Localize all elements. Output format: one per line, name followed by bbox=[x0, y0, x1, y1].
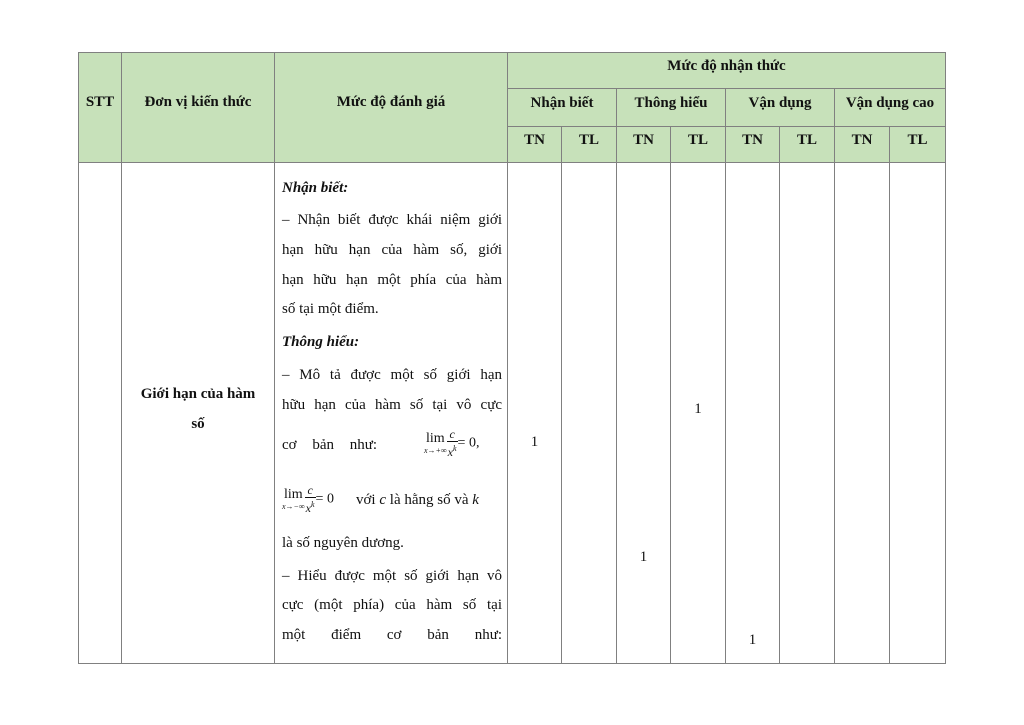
col-border-right bbox=[945, 52, 946, 664]
header-divider-2 bbox=[508, 126, 946, 127]
header-sub-tl: TL bbox=[907, 132, 928, 148]
recognize-line: hạn hữu hạn một phía của hàm bbox=[282, 272, 502, 288]
col-border-g2 bbox=[725, 88, 726, 664]
recognize-line: hạn hữu hạn của hàm số, giới bbox=[282, 242, 502, 258]
count-thong-hieu-tl: 1 bbox=[694, 401, 702, 417]
understand-heading: Thông hiểu: bbox=[282, 334, 360, 350]
limit-operator: lim x→+∞ bbox=[424, 431, 447, 455]
understand-line: – Hiểu được một số giới hạn vô bbox=[282, 568, 502, 584]
col-border-s1 bbox=[561, 126, 562, 664]
understand-line: hữu hạn của hàm số tại vô cực bbox=[282, 397, 502, 413]
unit-name-line2: số bbox=[191, 416, 205, 432]
header-group-van-dung-cao: Vận dụng cao bbox=[845, 95, 935, 111]
header-sub-tl: TL bbox=[578, 132, 599, 148]
understand-line-prefix bbox=[282, 438, 377, 453]
understand-line: một điểm cơ bản như: bbox=[282, 627, 502, 643]
header-sub-tn: TN bbox=[851, 132, 873, 148]
header-sub-tn: TN bbox=[633, 132, 654, 148]
header-sub-tn: TN bbox=[742, 132, 763, 148]
header-sub-tl: TL bbox=[796, 132, 817, 148]
count-thong-hieu-tn: 1 bbox=[639, 549, 648, 565]
formula-2-trailing-text: với c là hằng số và k bbox=[356, 492, 479, 508]
header-cognitive-level: Mức độ nhận thức bbox=[667, 58, 786, 74]
header-group-nhan-biet: Nhận biết bbox=[530, 95, 594, 111]
count-van-dung-tn: 1 bbox=[748, 632, 757, 648]
col-border-g3 bbox=[834, 88, 835, 664]
header-group-van-dung: Vận dụng bbox=[748, 95, 812, 111]
fraction: $\frac{c}{x^k}$ bbox=[305, 483, 315, 515]
col-border-unit bbox=[274, 52, 275, 664]
unit-name-line1: Giới hạn của hàm bbox=[140, 386, 256, 402]
header-stt: STT bbox=[85, 94, 115, 110]
fraction: $\frac{c}{x^k}$ bbox=[447, 427, 457, 459]
col-border-g1 bbox=[616, 88, 617, 664]
understand-line: cực (một phía) của hàm số tại bbox=[282, 597, 502, 613]
understand-line-text: cơ bản như: bbox=[282, 437, 377, 453]
header-sub-tn: TN bbox=[524, 132, 545, 148]
recognize-line: – Nhận biết được khái niệm giới bbox=[282, 212, 502, 228]
header-unit: Đơn vị kiến thức bbox=[144, 94, 252, 110]
header-group-thong-hieu: Thông hiểu bbox=[634, 95, 708, 111]
understand-line: là số nguyên dương. bbox=[282, 535, 404, 551]
col-border-left bbox=[78, 52, 79, 664]
recognize-heading: Nhận biết: bbox=[282, 180, 349, 196]
recognize-line: số tại một điểm. bbox=[282, 301, 379, 317]
formula-tail: = 0 bbox=[315, 491, 334, 507]
col-border-s4 bbox=[889, 126, 890, 664]
col-border-s2 bbox=[670, 126, 671, 664]
header-bottom-border bbox=[78, 162, 946, 163]
limit-formula-1 bbox=[424, 428, 479, 459]
header-level-eval: Mức độ đánh giá bbox=[336, 94, 446, 110]
count-nhan-biet-tn: 1 bbox=[530, 434, 539, 450]
col-border-s3 bbox=[779, 126, 780, 664]
formula-tail: = 0, bbox=[457, 435, 480, 451]
table-border-bottom bbox=[78, 663, 946, 664]
header-divider-1 bbox=[508, 88, 946, 89]
understand-line: – Mô tả được một số giới hạn bbox=[282, 367, 502, 383]
limit-operator: lim x→−∞ bbox=[282, 487, 305, 511]
header-sub-tl: TL bbox=[687, 132, 708, 148]
limit-formula-2 bbox=[282, 484, 334, 515]
table-border-top bbox=[78, 52, 946, 53]
col-border-stt bbox=[121, 52, 122, 664]
